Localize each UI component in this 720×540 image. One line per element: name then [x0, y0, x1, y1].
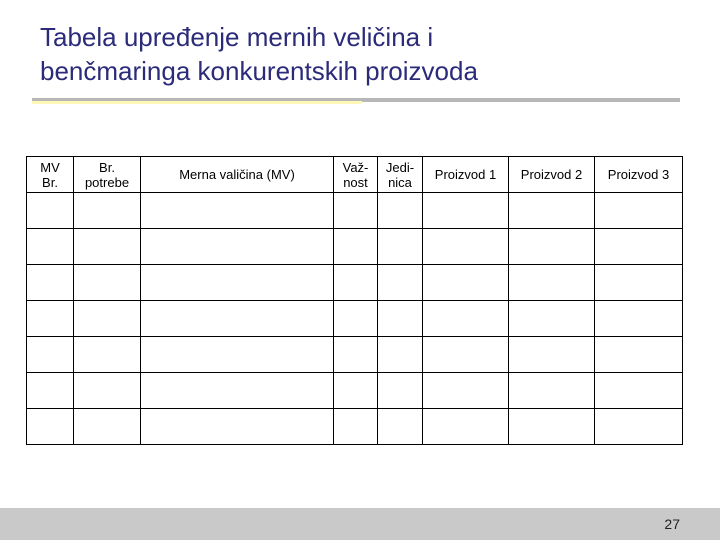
table-cell: [141, 229, 334, 265]
table-cell: [27, 337, 74, 373]
table-cell: [141, 337, 334, 373]
header-text: MV: [40, 159, 60, 175]
comparison-table: [26, 156, 683, 445]
table-row: [27, 337, 683, 373]
header-text: Br.: [99, 159, 115, 175]
table-cell: [509, 229, 595, 265]
slide-title-line-2: benčmaringa konkurentskih proizvoda: [40, 56, 478, 86]
table-cell: [334, 193, 378, 229]
slide-title-line-1: Tabela upređenje mernih veličina i: [40, 22, 434, 52]
table-cell: [423, 229, 509, 265]
table-cell: [141, 193, 334, 229]
table-cell: [509, 301, 595, 337]
header-mv-br: [27, 157, 74, 193]
table-cell: [509, 373, 595, 409]
table-body: [27, 193, 683, 445]
table-cell: [378, 265, 423, 301]
table-row: [27, 409, 683, 445]
table-cell: [423, 265, 509, 301]
header-vaznost: [334, 157, 378, 193]
table-cell: [378, 409, 423, 445]
table-cell: [595, 229, 683, 265]
table-cell: [74, 265, 141, 301]
table-cell: [27, 373, 74, 409]
table-cell: [74, 337, 141, 373]
table-cell: [334, 301, 378, 337]
table-cell: [74, 373, 141, 409]
table-cell: [378, 229, 423, 265]
header-text: Proizvod 1: [434, 167, 497, 182]
table-cell: [423, 373, 509, 409]
table-cell: [141, 301, 334, 337]
table-header-row: [27, 157, 683, 193]
header-proizvod-1: [423, 157, 509, 193]
header-text: Proizvod 2: [520, 167, 583, 182]
table-cell: [334, 337, 378, 373]
table-cell: [423, 409, 509, 445]
slide-footer: [0, 508, 720, 540]
table-row: [27, 265, 683, 301]
table-cell: [74, 409, 141, 445]
header-proizvod-2: [509, 157, 595, 193]
header-text: Proizvod 3: [607, 167, 670, 182]
table-cell: [378, 193, 423, 229]
header-text: potrebe: [84, 174, 130, 190]
table-cell: [334, 373, 378, 409]
table-cell: [595, 373, 683, 409]
table-row: [27, 301, 683, 337]
header-proizvod-3: [595, 157, 683, 193]
table-cell: [141, 265, 334, 301]
table-cell: [27, 193, 74, 229]
table-cell: [27, 301, 74, 337]
table-cell: [423, 193, 509, 229]
header-text: Br.: [42, 174, 58, 190]
table-cell: [595, 265, 683, 301]
table-row: [27, 229, 683, 265]
header-merna-velicina: [141, 157, 334, 193]
table-row: [27, 373, 683, 409]
table-cell: [378, 337, 423, 373]
table-cell: [378, 301, 423, 337]
table-cell: [141, 409, 334, 445]
table-cell: [509, 265, 595, 301]
table-cell: [378, 373, 423, 409]
table-cell: [595, 193, 683, 229]
header-jedinica: [378, 157, 423, 193]
header-br-potrebe: [74, 157, 141, 193]
table-cell: [334, 229, 378, 265]
table-cell: [27, 409, 74, 445]
table-cell: [595, 409, 683, 445]
table-cell: [423, 337, 509, 373]
header-text: nost: [343, 174, 368, 190]
title-accent-divider: [32, 101, 362, 104]
table-cell: [423, 301, 509, 337]
table-cell: [595, 337, 683, 373]
page-number: 27: [664, 516, 680, 532]
table-cell: [74, 229, 141, 265]
table-cell: [509, 337, 595, 373]
table-cell: [595, 301, 683, 337]
slide-title: [40, 20, 690, 88]
table-cell: [27, 265, 74, 301]
table-cell: [27, 229, 74, 265]
table-cell: [74, 193, 141, 229]
table-cell: [509, 193, 595, 229]
header-text: Merna valičina (MV): [179, 167, 295, 182]
table-row: [27, 193, 683, 229]
header-text: nica: [388, 174, 412, 190]
table-cell: [509, 409, 595, 445]
table-cell: [74, 301, 141, 337]
header-text: Važ-: [342, 159, 369, 175]
header-text: Jedi-: [385, 159, 415, 175]
table-cell: [334, 265, 378, 301]
table-cell: [141, 373, 334, 409]
table-cell: [334, 409, 378, 445]
